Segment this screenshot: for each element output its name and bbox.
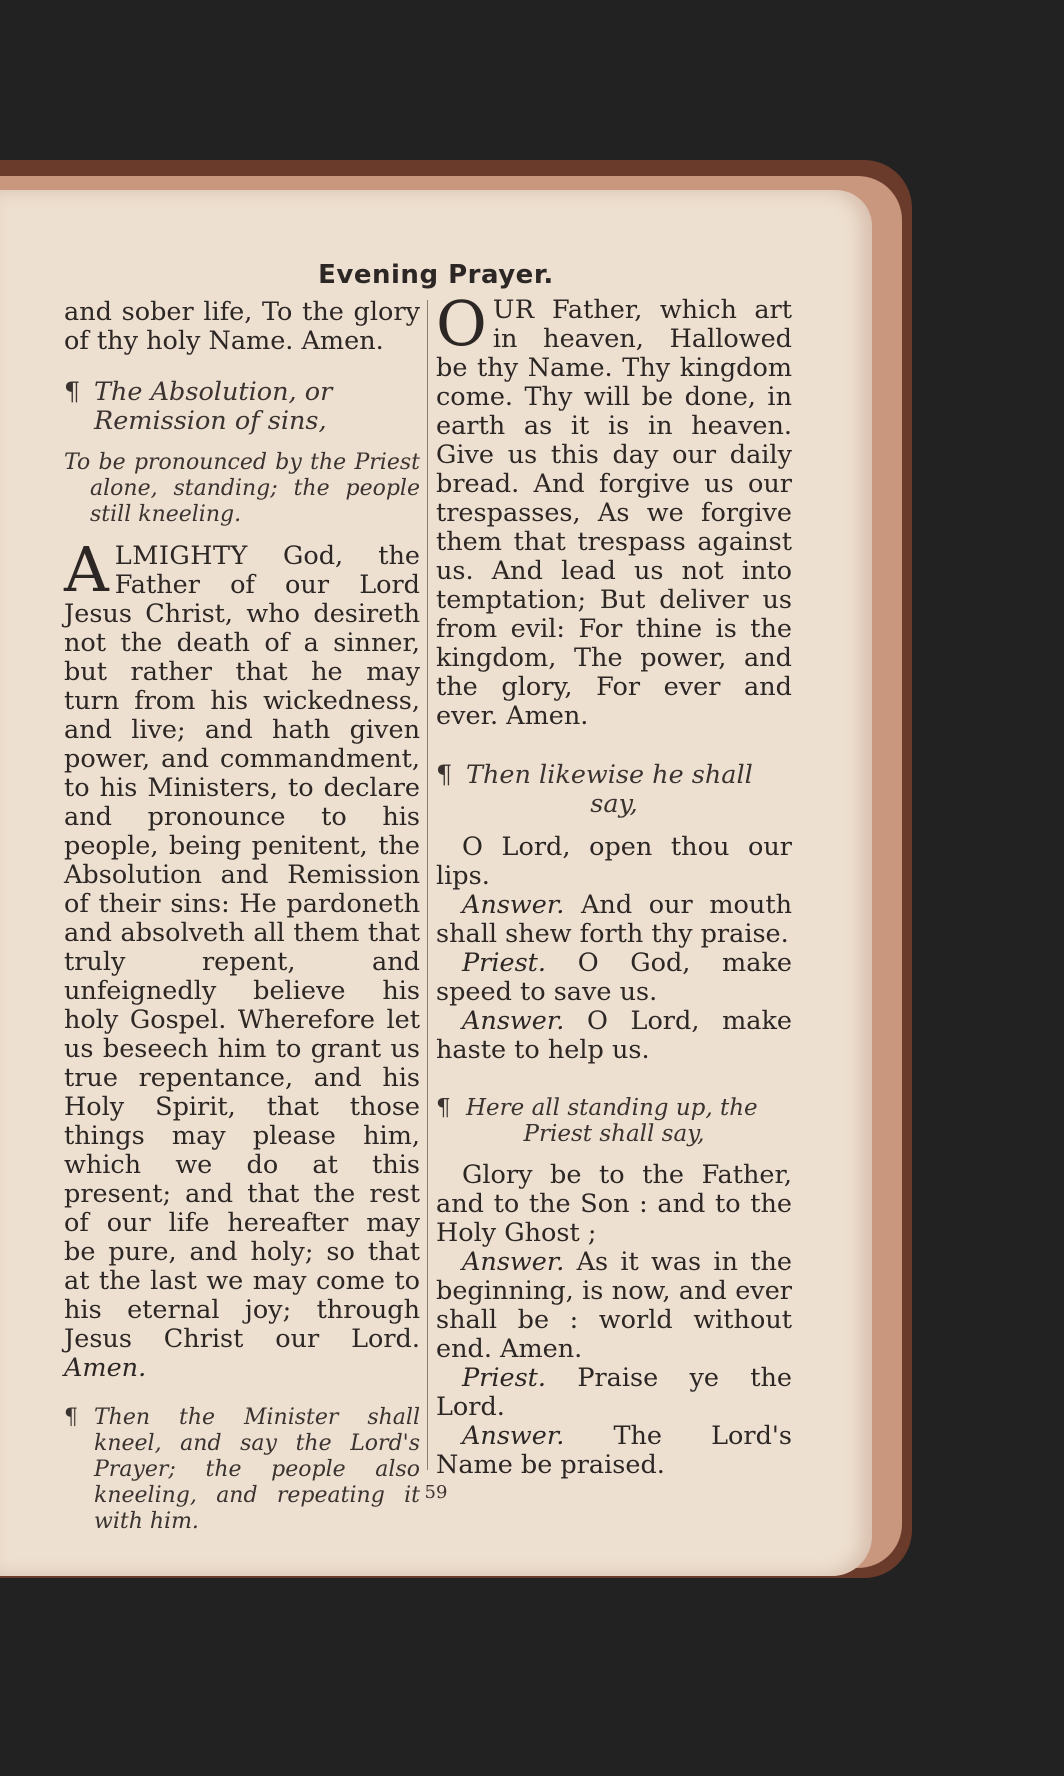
pilcrow-icon: ¶ xyxy=(64,377,81,407)
gloria-response: Answer. As it was in the beginning, is now, and ever shall be : world without end. Amen. xyxy=(436,1247,792,1364)
column-divider xyxy=(427,300,428,1470)
response-praised: Answer. The Lord's Name be praised. xyxy=(436,1421,792,1480)
running-head: Evening Prayer. xyxy=(318,260,554,290)
dropcap-a: A xyxy=(64,533,109,606)
response-make-haste: Answer. O Lord, make haste to help us. xyxy=(436,1006,792,1065)
absolution-heading: ¶ The Absolution, or Remission of sins, xyxy=(64,377,333,436)
rubric-standing: ¶ Here all standing up, the Priest shall say, xyxy=(436,1095,758,1147)
gloria-patri: Glory be to the Father, and to the Son : and to the Holy Ghost ; xyxy=(436,1160,792,1248)
rubric-likewise: ¶ Then likewise he shall say, xyxy=(436,760,753,819)
pilcrow-icon: ¶ xyxy=(64,1405,78,1430)
response-mouth: Answer. And our mouth shall shew forth thy praise. xyxy=(436,890,792,949)
left-column xyxy=(64,298,420,1535)
dropcap-o: O xyxy=(436,287,487,360)
versicle-praise: Priest. Praise ye the Lord. xyxy=(436,1363,792,1422)
versicle-make-speed: Priest. O God, make speed to save us. xyxy=(436,948,792,1007)
right-column xyxy=(436,287,792,1480)
absolution-rubric: To be pronounced by the Priest alone, standing; the people still kneeling. xyxy=(64,450,420,527)
absolution-amen: Amen. xyxy=(64,1353,147,1383)
lords-prayer-text: OUR Father, which art in heaven, Hallowed be thy Name. Thy kingdom come. Thy will be done, in earth as it is in heaven. Give us this day our daily bread. And forgive us our trespasses, As we forgive them that trespass against us. And lead us not into temptation; But deliver us from evil: For thine is the kingdom, The power, and the glory, For ever and ever. Amen. xyxy=(436,287,792,731)
pilcrow-icon: ¶ xyxy=(436,1095,451,1121)
absolution-text: ALMIGHTY God, the Father of our Lord Jesus Christ, who desireth not the death of a sinner, but rather that he may turn from his wickedness, and live; and hath given power, and commandment, to his Ministers, to declare and pronounce to his people, being penitent, the Absolution and Remission of their sins: He pardoneth and absolveth all them that truly repent, and unfeignedly believe his holy Gospel. Wherefore let us beseech him to grant us true repentance, and his Holy Spirit, that those things may please him, which we do at this present; and that the rest of our life hereafter may be pure, and holy; so that at the last we may come to his eternal joy; through Jesus Christ our Lord. Amen. xyxy=(64,533,420,1383)
continuation-text: and sober life, To the glory of thy holy Name. Amen. xyxy=(64,297,420,356)
pilcrow-icon: ¶ xyxy=(436,760,453,790)
page-number: 59 xyxy=(424,1482,448,1503)
lords-prayer-rubric: ¶ Then the Minister shall kneel, and say the Lord's Prayer; the people also kneeling, and repeating it with him. xyxy=(64,1405,420,1534)
versicle-open-lips: O Lord, open thou our lips. xyxy=(436,832,792,891)
